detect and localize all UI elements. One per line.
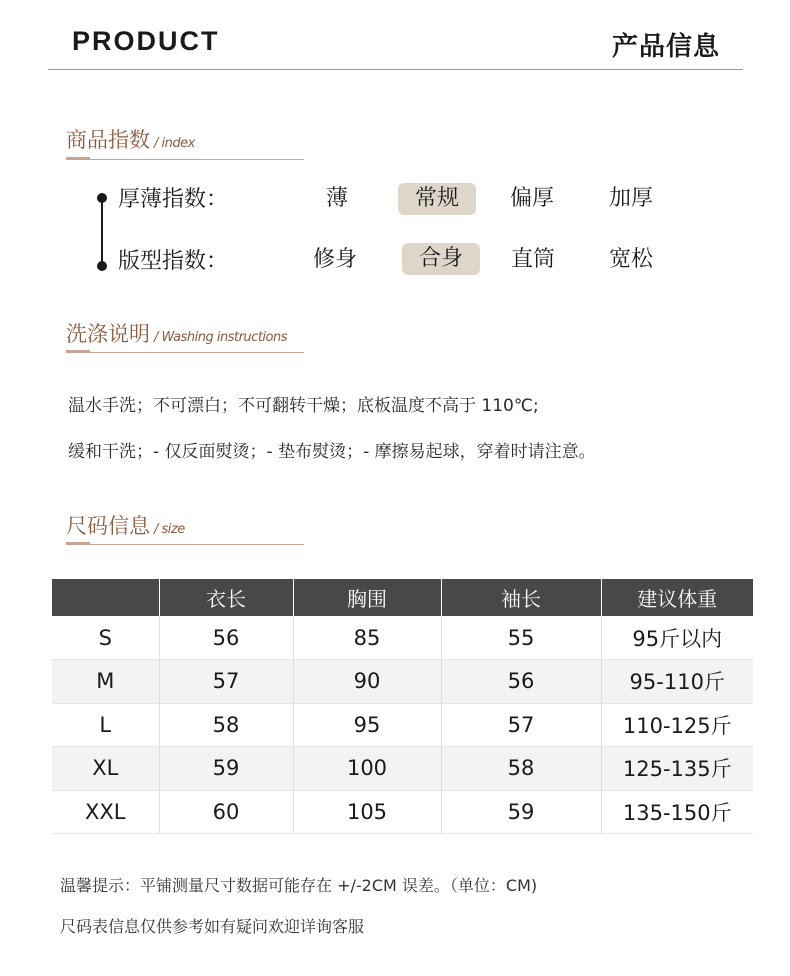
chest-cell: 95 (293, 703, 441, 747)
sleeve-cell: 58 (441, 747, 601, 791)
header-title-en: PRODUCT (72, 26, 220, 56)
weight-cell: 95斤以内 (601, 616, 753, 660)
thickness-option-regular-selected: 常规 (398, 183, 476, 215)
weight-cell: 125-135斤 (601, 747, 753, 791)
table-row (52, 790, 753, 834)
sleeve-cell: 59 (441, 790, 601, 834)
length-cell: 57 (159, 660, 293, 704)
measurement-tip-note: 温馨提示：平铺测量尺寸数据可能存在 +/-2CM 误差。（单位：CM) (60, 876, 538, 895)
fit-label: 版型指数： (118, 249, 229, 274)
wash-title-en: / Washing instructions (154, 330, 287, 345)
size-title-en: / size (154, 522, 185, 537)
length-cell: 56 (159, 616, 293, 660)
size-section-accent (66, 542, 90, 545)
thickness-option-thin: 薄 (325, 186, 348, 211)
fit-option-straight: 直筒 (510, 247, 555, 272)
header-cell-length: 衣长 (159, 579, 293, 616)
thickness-option-thick: 偏厚 (509, 186, 554, 211)
length-cell: 59 (159, 747, 293, 791)
index-connector-line (101, 198, 103, 266)
index-section-accent (66, 157, 90, 160)
weight-cell: 110-125斤 (601, 703, 753, 747)
length-cell: 60 (159, 790, 293, 834)
size-table-header-row (52, 579, 753, 616)
wash-section-rule (66, 352, 304, 353)
weight-cell: 95-110斤 (601, 660, 753, 704)
size-cell: M (52, 660, 159, 704)
header-cell-weight: 建议体重 (601, 579, 753, 616)
weight-cell: 135-150斤 (601, 790, 753, 834)
index-title-en: / index (154, 136, 195, 151)
index-section-title (66, 124, 195, 154)
size-section-title (66, 510, 185, 540)
index-section-rule (66, 159, 304, 160)
table-row (52, 660, 753, 704)
wash-instruction-line: 温水手洗；不可漂白；不可翻转干燥；底板温度不高于 110℃; (68, 396, 539, 416)
sleeve-cell: 56 (441, 660, 601, 704)
table-row (52, 703, 753, 747)
thickness-option-extra-thick: 加厚 (608, 186, 653, 211)
fit-option-slim: 修身 (312, 247, 357, 272)
wash-instruction-line: 缓和干洗；- 仅反面熨烫；- 垫布熨烫；- 摩擦易起球，穿着时请注意。 (68, 442, 596, 462)
size-section-rule (66, 544, 304, 545)
wash-title-cn: 洗涤说明 (66, 322, 150, 346)
table-row (52, 747, 753, 791)
size-cell: XL (52, 747, 159, 791)
header-cell-size (52, 579, 159, 616)
fit-option-regular-selected: 合身 (402, 243, 480, 275)
wash-section-title (66, 318, 287, 348)
fit-option-loose: 宽松 (608, 247, 653, 272)
size-cell: L (52, 703, 159, 747)
header-cell-sleeve: 袖长 (441, 579, 601, 616)
size-cell: XXL (52, 790, 159, 834)
table-row (52, 616, 753, 660)
header-title-cn: 产品信息 (611, 32, 720, 62)
chest-cell: 85 (293, 616, 441, 660)
size-title-cn: 尺码信息 (66, 514, 150, 538)
length-cell: 58 (159, 703, 293, 747)
index-title-cn: 商品指数 (66, 128, 150, 152)
header-divider (48, 69, 743, 70)
chest-cell: 90 (293, 660, 441, 704)
chest-cell: 100 (293, 747, 441, 791)
sleeve-cell: 55 (441, 616, 601, 660)
size-reference-note: 尺码表信息仅供参考如有疑问欢迎详询客服 (60, 917, 365, 936)
size-table (52, 579, 753, 834)
sleeve-cell: 57 (441, 703, 601, 747)
size-cell: S (52, 616, 159, 660)
index-bullet-dot (97, 261, 107, 271)
wash-section-accent (66, 350, 90, 353)
chest-cell: 105 (293, 790, 441, 834)
thickness-label: 厚薄指数： (118, 187, 229, 212)
header-cell-chest: 胸围 (293, 579, 441, 616)
index-bullet-dot (97, 193, 107, 203)
